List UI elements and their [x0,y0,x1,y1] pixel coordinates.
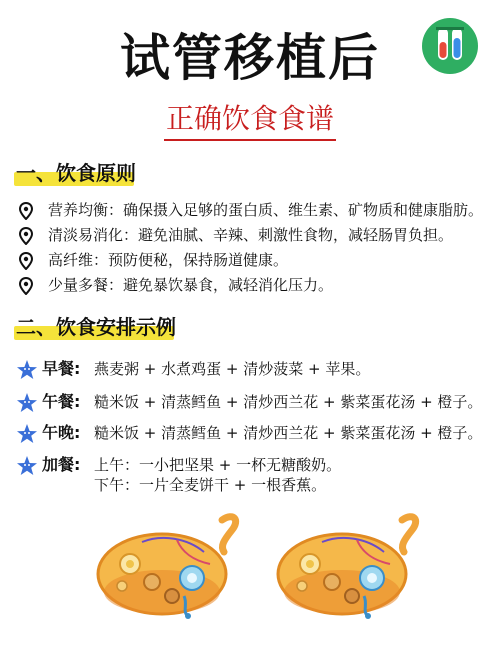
meal-label: 午晚: [42,423,81,442]
meal-label: 加餐: [42,455,81,474]
ovary-illustration [272,512,422,620]
section-heading-text: 二、饮食安排示例 [16,315,176,339]
section-heading-meal-plan [16,312,176,342]
location-pin-icon [18,252,34,270]
test-tubes-icon [420,16,480,76]
location-pin-icon [18,202,34,220]
meal-text: 糙米饭 + 清蒸鳕鱼 + 清炒西兰花 + 紫菜蛋花汤 + 橙子。 [94,393,483,411]
section-heading-text: 一、饮食原则 [16,161,136,185]
section-heading-principles [16,158,136,188]
meal-text-afternoon: 下午：一片全麦饼干 + 一根香蕉。 [94,476,327,494]
star-icon [16,423,38,445]
ovary-illustration [92,512,242,620]
page-subtitle: 正确饮食食谱 [164,100,336,141]
subtitle-wrap [0,100,500,141]
meal-text: 糙米饭 + 清蒸鳕鱼 + 清炒西兰花 + 紫菜蛋花汤 + 橙子。 [94,424,483,442]
star-icon [16,455,38,477]
location-pin-icon [18,227,34,245]
location-pin-icon [18,277,34,295]
meal-label: 早餐: [42,359,81,378]
star-icon [16,392,38,414]
meal-label: 午餐: [42,392,81,411]
principle-text: 高纤维：预防便秘，保持肠道健康。 [48,251,289,269]
meal-text: 上午：一小把坚果 + 一杯无糖酸奶。 [94,456,342,474]
star-icon [16,359,38,381]
principle-text: 少量多餐：避免暴饮暴食，减轻消化压力。 [48,276,334,294]
principle-text: 营养均衡：确保摄入足够的蛋白质、维生素、矿物质和健康脂肪。 [48,201,484,219]
meal-text: 燕麦粥 + 水煮鸡蛋 + 清炒菠菜 + 苹果。 [94,360,371,378]
page-title: 试管移植后 [120,29,380,87]
principle-text: 清淡易消化：避免油腻、辛辣、刺激性食物，减轻肠胃负担。 [48,226,454,244]
